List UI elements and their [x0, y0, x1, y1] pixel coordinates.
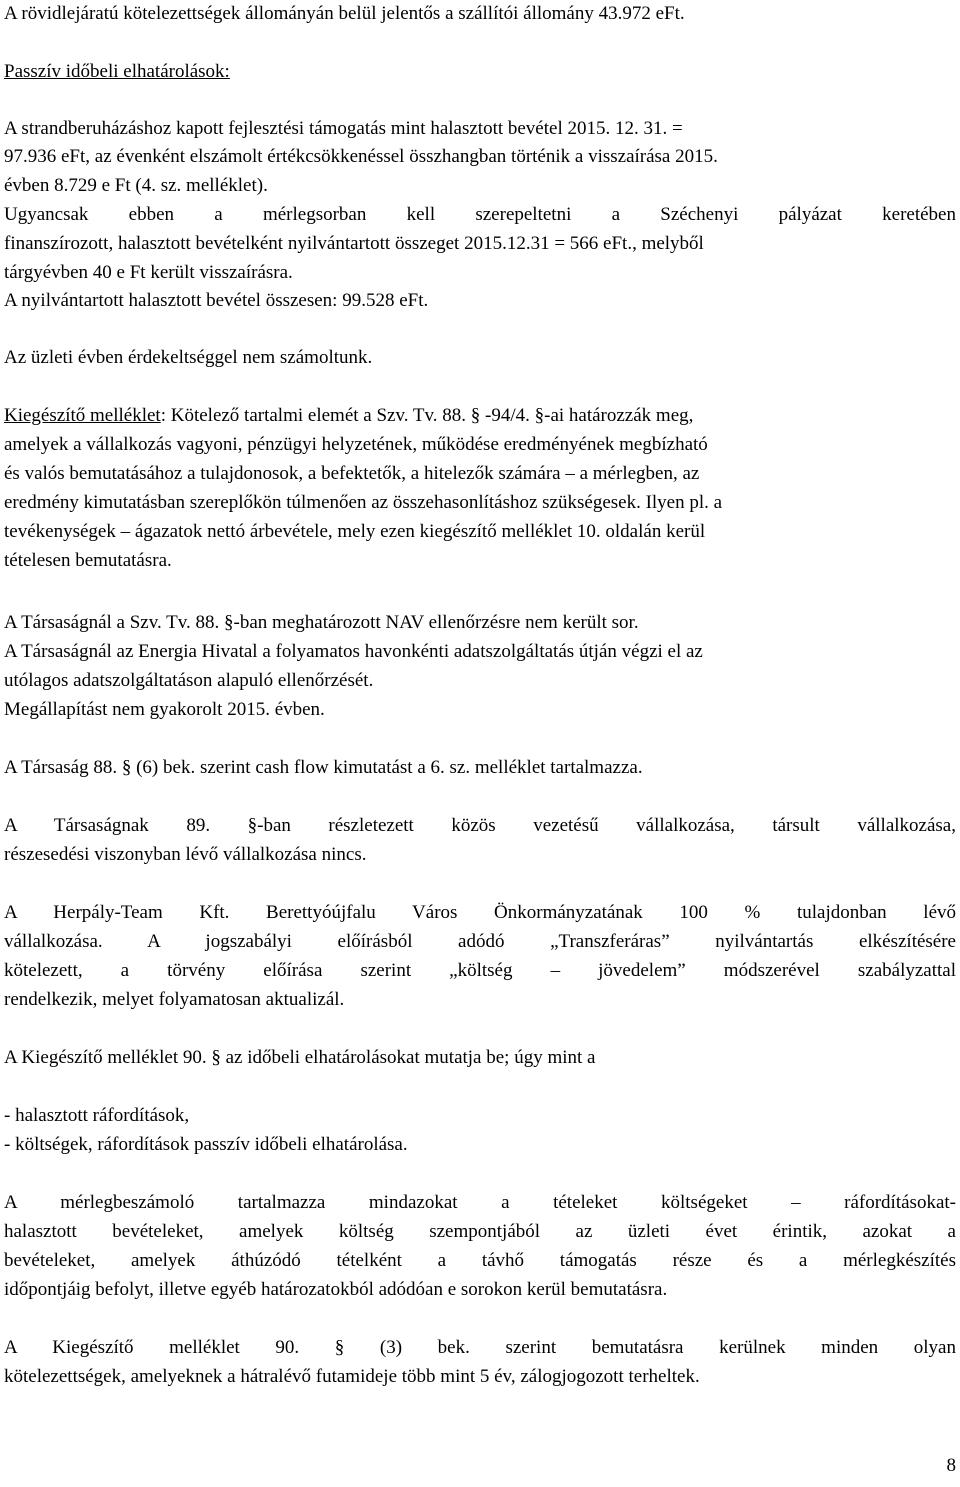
- supplement-heading: Kiegészítő melléklet: [4, 405, 161, 426]
- text-line: vállalkozása. A jogszabályi előírásból adódó „Transzferáras” nyilvántartás elkészítésére: [4, 931, 956, 952]
- text-line: A mérlegbeszámoló tartalmazza mindazokat a tételeket költségeket – ráfordításokat-: [4, 1192, 956, 1213]
- text-line: Kiegészítő melléklet: Kötelező tartalmi elemét a Szv. Tv. 88. § -94/4. §-ai határozzák meg,: [4, 405, 694, 426]
- text-line: amelyek a vállalkozás vagyoni, pénzügyi helyzetének, működése eredményének megbízható: [4, 434, 708, 455]
- text-line: A nyilvántartott halasztott bevétel összesen: 99.528 eFt.: [4, 290, 429, 311]
- text-line: A rövidlejáratú kötelezettségek állományán belül jelentős a szállítói állomány 43.972 eFt.: [4, 3, 685, 24]
- text-line: A Társaságnál a Szv. Tv. 88. §-ban meghatározott NAV ellenőrzésre nem került sor.: [4, 612, 639, 633]
- text-line: A Kiegészítő melléklet 90. § az időbeli elhatárolásokat mutatja be; úgy mint a: [4, 1047, 596, 1068]
- text-line: A Herpály-Team Kft. Berettyóújfalu Város Önkormányzatának 100 % tulajdonban lévő: [4, 902, 956, 923]
- text-line: Megállapítást nem gyakorolt 2015. évben.: [4, 699, 325, 720]
- text-line: kötelezettségek, amelyeknek a hátralévő futamideje több mint 5 év, zálogjogozott terheltek.: [4, 1366, 700, 1387]
- text-line: A Társaságnál az Energia Hivatal a folyamatos havonkénti adatszolgáltatás útján végzi el az: [4, 641, 703, 662]
- text-line: A Kiegészítő melléklet 90. § (3) bek. szerint bemutatásra kerülnek minden olyan: [4, 1337, 956, 1358]
- page-number: 8: [946, 1455, 956, 1476]
- text-line: finanszírozott, halasztott bevételként nyilvántartott összeget 2015.12.31 = 566 eFt., melyből: [4, 233, 704, 254]
- list-item: - költségek, ráfordítások passzív időbeli elhatárolása.: [4, 1134, 408, 1155]
- text-line: eredmény kimutatásban szereplőkön túlmenően az összehasonlításhoz szükségesek. Ilyen pl. a: [4, 492, 723, 513]
- text-line: tevékenységek – ágazatok nettó árbevétele, mely ezen kiegészítő melléklet 10. oldalán kerül: [4, 521, 706, 542]
- text-line: rendelkezik, melyet folyamatosan aktualizál.: [4, 989, 345, 1010]
- text-line: és valós bemutatásához a tulajdonosok, a befektetők, a hitelezők számára – a mérlegben, az: [4, 463, 700, 484]
- text-line: halasztott bevételeket, amelyek költség szempontjából az üzleti évet érintik, azokat a: [4, 1221, 956, 1242]
- text-line: tételesen bemutatásra.: [4, 550, 172, 571]
- text-line: részesedési viszonyban lévő vállalkozása nincs.: [4, 844, 367, 865]
- text-line: 97.936 eFt, az évenként elszámolt értékcsökkenéssel összhangban történik a visszaírása 2015.: [4, 146, 718, 167]
- text-line: kötelezett, a törvény előírása szerint „költség – jövedelem” módszerével szabályzattal: [4, 960, 956, 981]
- text-line: A Társaság 88. § (6) bek. szerint cash flow kimutatást a 6. sz. melléklet tartalmazza.: [4, 757, 643, 778]
- text-line: Ugyancsak ebben a mérlegsorban kell szerepeltetni a Széchenyi pályázat keretében: [4, 204, 956, 225]
- text-line: A Társaságnak 89. §-ban részletezett közös vezetésű vállalkozása, társult vállalkozása,: [4, 815, 956, 836]
- section-heading: Passzív időbeli elhatárolások:: [4, 61, 230, 82]
- list-item: - halasztott ráfordítások,: [4, 1105, 190, 1126]
- text-line: bevételeket, amelyek áthúzódó tételként a távhő támogatás része és a mérlegkészítés: [4, 1250, 956, 1271]
- text-line: A strandberuházáshoz kapott fejlesztési támogatás mint halasztott bevétel 2015. 12. 31. =: [4, 118, 683, 139]
- text-line: időpontjáig befolyt, illetve egyéb határozatokból adódóan e sorokon kerül bemutatásra.: [4, 1279, 668, 1300]
- text-line: tárgyévben 40 e Ft került visszaírásra.: [4, 262, 293, 283]
- text-line: utólagos adatszolgáltatáson alapuló ellenőrzését.: [4, 670, 374, 691]
- text-line: évben 8.729 e Ft (4. sz. melléklet).: [4, 175, 268, 196]
- text-line: Az üzleti évben érdekeltséggel nem számoltunk.: [4, 347, 373, 368]
